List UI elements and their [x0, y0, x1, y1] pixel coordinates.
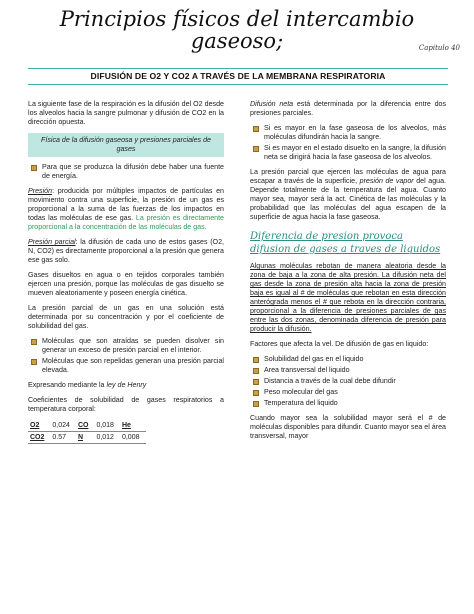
list-item: Moléculas que son atraídas se pueden disolver sin generar un exceso de presión parcial en el interior.: [28, 337, 224, 355]
highlight-box: Física de la difusión gaseosa y presiones parciales de gases: [28, 133, 224, 157]
list-item: Si es mayor en la fase gaseosa de los alveolos, más moléculas difundirán hacia la sangre.: [250, 124, 446, 142]
table-row: CO2 0.57 N 0,012 0,008: [28, 432, 146, 444]
vapor-paragraph: La presión parcial que ejercen las moléculas de agua para escapar a través de la superficie, presión de vapor del agua. Depende totalmente de la temperatura del agua. Cuanto mayor sea, mayor será la act. Cinética de las moléculas y la probabilidad que las moléculas del agua escapen de la superficie de agua hacia la fase gaseosa.: [250, 168, 446, 221]
bullet-square-icon: [31, 339, 37, 345]
title-line-2: gaseoso;: [190, 29, 284, 53]
gases-disueltos-paragraph: Gases disueltos en agua o en tejidos corporales también ejercen una presión, porque las moléculas de gas disuelto se mueven aleatoriamente y poseen energía cinética.: [28, 271, 224, 297]
table-row: O2 0,024 CO 0,018 He: [28, 420, 146, 432]
bullet-square-icon: [253, 379, 259, 385]
henry-paragraph: Expresando mediante la ley de Henry: [28, 381, 147, 389]
list-item: Solubilidad del gas en el liquido: [250, 355, 446, 364]
bullet-square-icon: [253, 390, 259, 396]
liquid-paragraph: Algunas moléculas rebotan de manera aleatoria desde la zona de baja a la zona de alta presión. La difusión neta del gas desde la zona de presión alta hacia la zona de presión baja es igual al # de moléculas que rebotan en esta dirección anterógrada menos el # que rebota en la dirección contraria, proporcional a la diferencia de presiones parciales de gas entre las dos zonas, denominada diferencia de presión para producir la difusión.: [250, 262, 446, 333]
intro-paragraph: La siguiente fase de la respiración es la difusión del O2 desde los alveolos hacia la sangre pulmonar y difusión de CO2 en la dirección opuesta.: [28, 100, 224, 126]
bullet-square-icon: [253, 126, 259, 132]
solubility-table: [28, 420, 146, 444]
list-item: Peso molecular del gas: [250, 388, 446, 397]
section-subtitle: DIFUSIÓN DE O2 Y CO2 A TRAVÉS DE LA MEMBRANA RESPIRATORIA: [28, 68, 448, 85]
factores-paragraph: Factores que afecta la vel. De difusión de gas en liquido:: [250, 340, 429, 348]
presion-paragraph: Presión: producida por múltiples impactos de partículas en movimiento contra una superficie, la presión de un gas es proporcional a la suma de las fuerzas de los impactos en todas las moléculas de ese gas. La presión es directamente proporcional a la concentración de las moléculas de gas.: [28, 187, 224, 231]
chapter-label: Capitulo 40: [418, 44, 460, 52]
list-item: Para que se produzca la difusión debe haber una fuente de energía.: [28, 163, 224, 181]
handwritten-heading: Diferencia de presion provoca difusion de gases a traves de liquidos: [250, 231, 441, 255]
bullet-square-icon: [253, 357, 259, 363]
list-item: Area transversal del liquido: [250, 366, 446, 375]
list-item: Moléculas que son repelidas generan una presión parcial elevada.: [28, 357, 224, 375]
bullet-list: [28, 163, 224, 181]
presion-parcial-paragraph: Presión parcial: la difusión de cada uno de estos gases (O2, N, CO2) es directamente proporcional a la presión que genera ese gas solo.: [28, 238, 224, 264]
list-item: Distancia a través de la cual debe difundir: [250, 377, 446, 386]
list-item: Si es mayor en el estado disuelto en la sangre, la difusión neta se dirigirá hacia la fase gaseosa de los alveolos.: [250, 144, 446, 162]
bullet-square-icon: [253, 146, 259, 152]
coef-intro: Coeficientes de solubilidad de gases respiratorios a temperatura corporal:: [28, 396, 224, 413]
page-title: [0, 8, 474, 52]
bullet-square-icon: [31, 359, 37, 365]
difusion-neta-paragraph: Difusión neta está determinada por la diferencia entre dos presiones parciales.: [250, 100, 447, 117]
right-column: [250, 100, 446, 447]
bullet-list: [250, 124, 446, 162]
title-line-1: Principios físicos del intercambio: [59, 7, 415, 31]
left-column: [28, 100, 224, 444]
factor-list: [250, 355, 446, 408]
bullet-square-icon: [31, 165, 37, 171]
bullet-list: [28, 337, 224, 375]
closing-paragraph: Cuando mayor sea la solubilidad mayor será el # de moléculas disponibles para difundir. Cuanto mayor sea el área transversal, mayor: [250, 414, 446, 440]
solucion-paragraph: La presión parcial de un gas en una solución está determinada por su concentración y por el coeficiente de solubilidad del gas.: [28, 304, 224, 330]
list-item: Temperatura del liquido: [250, 399, 446, 408]
bullet-square-icon: [253, 368, 259, 374]
bullet-square-icon: [253, 401, 259, 407]
